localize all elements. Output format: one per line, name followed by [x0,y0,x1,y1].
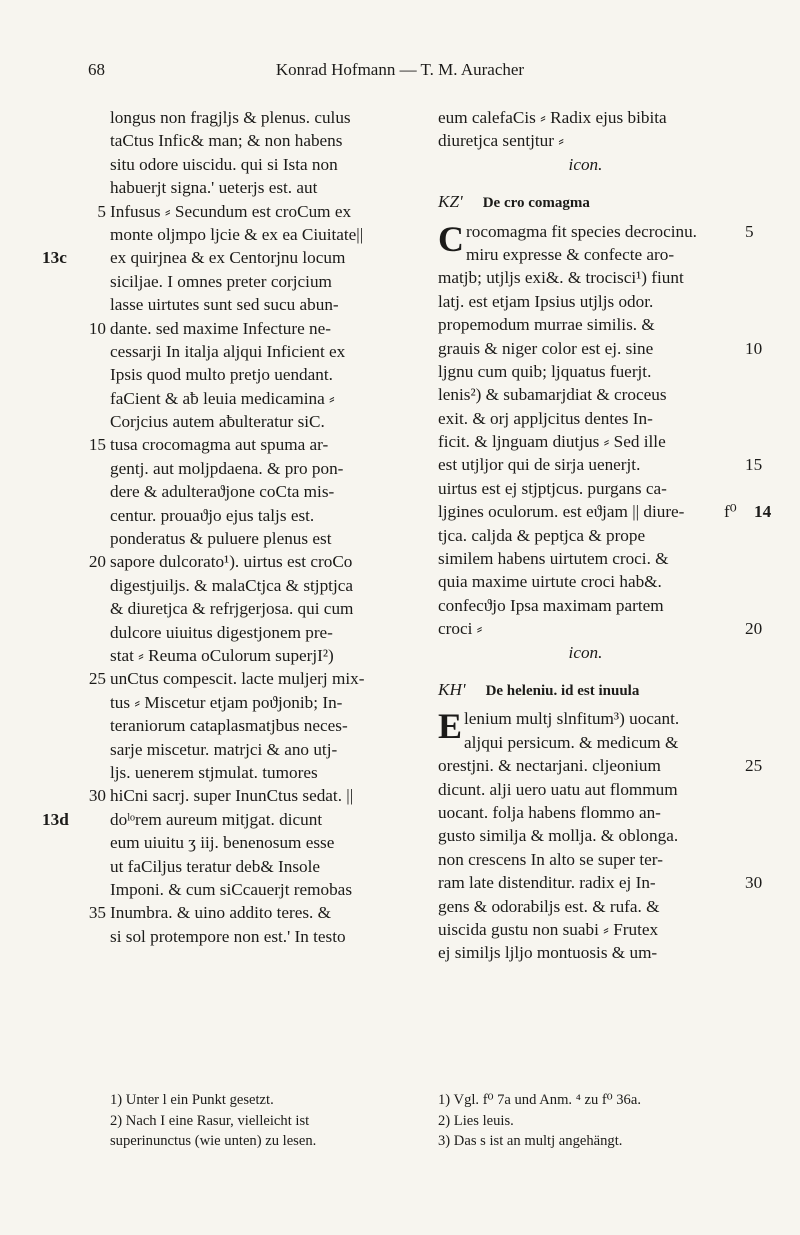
line-text: orestjni. & nectarjani. cljeonium [438,756,661,776]
text-line [438,895,733,918]
text-line [110,106,405,129]
section-heading [438,678,733,701]
section-siglum: KH' [438,679,466,699]
text-line [438,731,733,754]
text-line [110,153,405,176]
page-number: 68 [88,60,105,79]
text-line [88,784,405,807]
text-line [110,644,405,667]
text-line [88,433,405,456]
line-text: lasse uirtutes sunt sed sucu abun- [110,295,339,315]
text-line [438,290,733,313]
text-line [110,223,405,246]
line-text: ljgnu cum quib; ljquatus fuerjt. [438,361,652,381]
text-line [110,831,405,854]
text-line [110,855,405,878]
text-line [110,270,405,293]
line-text: ponderatus & puluere plenus est [110,529,332,549]
line-text: Ipsis quod multo pretjo uendant. [110,365,333,385]
line-text: tus ⸗ Miscetur etjam poϑjonib; In- [110,692,343,712]
text-line [438,313,733,336]
line-text: stat ⸗ Reuma oCulorum superjI²) [110,645,334,665]
line-text: grauis & niger color est ej. sine [438,338,654,358]
text-line [438,570,733,593]
text-line [438,617,763,640]
line-text: Corjcius autem aƀulteratur siC. [110,412,325,432]
text-line [110,340,405,363]
line-text: & diuretjca & refrjgerjosa. qui cum [110,599,354,619]
text-line [438,243,733,266]
line-text: quia maxime uirtute croci hab&. [438,572,662,592]
line-text: lenis²) & subamarjdiat & croceus [438,385,667,405]
line-number: 15 [88,435,106,455]
text-line [438,407,733,430]
text-line [97,200,405,223]
line-text: propemodum murrae similis. & [438,315,655,335]
footnote: 1) Vgl. f⁰ 7a und Anm. ⁴ zu f⁰ 36a. [438,1092,641,1108]
line-text: longus non fragjljs & plenus. culus [110,108,351,127]
line-text: non crescens In alto se super ter- [438,849,663,869]
line-text: teraniorum cataplasmatjbus neces- [110,716,348,736]
text-line [438,871,763,894]
right-column [438,106,772,965]
icon-caption: icon. [568,642,603,662]
line-text: ljs. uenerem stjmulat. tumores [110,762,318,782]
text-line [438,754,763,777]
section-title: De heleniu. id est inuula [485,682,640,699]
line-text: siciljae. I omnes preter corjcium [110,271,332,291]
section-title: De cro comagma [482,195,590,212]
line-text: croci ⸗ [438,619,483,639]
text-line [110,714,405,737]
text-line [438,500,772,523]
line-text: uirtus est ej stjptjcus. purgans ca- [438,478,667,498]
line-text: uiscida gustu non suabi ⸗ Frutex [438,919,659,939]
text-line [88,901,405,924]
line-text: taCtus Infic& man; & non habens [110,131,343,151]
line-text: si sol protempore non est.' In testo [110,926,346,946]
line-text: monte oljmpo ljcie & ex ea Ciuitate|| [110,224,364,244]
folio-marker: 13d [42,809,69,829]
line-text: eum calefaCis ⸗ Radix ejus bibita [438,108,667,127]
line-text: ficit. & ljnguam diutjus ⸗ Sed ille [438,432,666,452]
line-text: ej similjs ljljo montuosis & um- [438,943,658,963]
line-text: miru expresse & confecte aro- [466,244,675,264]
text-line [88,550,405,573]
text-line [438,337,763,360]
running-title: Konrad Hofmann — T. M. Auracher [275,60,525,79]
text-line [42,808,405,831]
text-line [110,504,405,527]
line-number: 20 [88,552,106,572]
line-text: Infusus ⸗ Secundum est croCum ex [110,201,352,221]
text-line [438,918,733,941]
line-number: 20 [745,619,763,639]
line-number: 25 [745,756,763,776]
footnotes-left [110,1090,410,1152]
line-number: 10 [745,338,763,358]
text-line [110,176,405,199]
line-text: tusa crocomagma aut spuma ar- [110,435,329,455]
line-text: uocant. folja habens flommo an- [438,802,661,822]
text-line [438,430,733,453]
spacer [438,664,733,678]
line-text: ljgines oculorum. est eϑjam || diure- [438,502,685,522]
text-line [110,293,405,316]
line-text: tjca. caljda & peptjca & prope [438,525,646,545]
line-text: digestjuiljs. & malaCtjca & stjptjca [110,575,353,595]
text-line [88,317,405,340]
footnote: 2) Lies leuis. [438,1112,514,1129]
line-text: est utjljor qui de sirja uenerjt. [438,455,641,475]
text-line [438,801,733,824]
text-line [110,878,405,901]
text-line [110,691,405,714]
text-line [110,597,405,620]
line-text: Inumbra. & uino addito teres. & [110,903,332,923]
text-line [110,457,405,480]
line-text: ut faCiljus teratur deb& Insole [110,856,321,876]
folio-prefix: f⁰ [724,502,737,522]
text-line [438,524,733,547]
text-line [438,848,733,871]
text-line [438,824,733,847]
text-line [110,363,405,386]
text-line [110,387,405,410]
text-line [438,360,733,383]
running-header [0,60,800,90]
text-line [110,480,405,503]
line-text: dulcore uiuitus digestjonem pre- [110,622,333,642]
line-text: ex quirjnea & ex Centorjnu locum [110,248,346,268]
section-siglum: KZ' [438,192,463,212]
line-text: gusto similja & mollja. & oblonga. [438,826,679,846]
icon-caption: icon. [568,154,603,174]
line-text: confecϑjo Ipsa maximam partem [438,595,664,615]
text-line [438,594,733,617]
text-line [438,477,733,500]
line-text: similem habens uirtutem croci. & [438,549,669,569]
text-line [438,106,733,129]
line-text: centur. prouaϑjo ejus talјs est. [110,505,315,525]
line-text: cessarji In italja aljqui Inficient ex [110,341,346,361]
line-text: habuerjt signa.' ueterjs est. aut [110,178,318,198]
text-line [110,738,405,761]
line-number: 15 [745,455,763,475]
line-text: gens & odorabiljs est. & rufa. & [438,896,660,916]
footnote: 1) Unter l ein Punkt gesetzt. [110,1092,274,1108]
text-line [438,129,733,152]
spacer [438,176,733,190]
line-text: sapore dulcorato¹). uirtus est croCo [110,552,353,572]
footnote: 3) Das s ist an multj angehängt. [438,1133,623,1149]
text-line [42,246,405,269]
text-line [88,667,405,690]
text-line [438,453,763,476]
line-text: sarje miscetur. matrjci & ano utj- [110,739,338,759]
folio-marker: 13c [42,248,67,268]
text-line [110,410,405,433]
drop-capital: C [438,218,464,259]
text-line [110,925,405,948]
footnote: superinunctus (wie unten) zu lesen. [110,1133,317,1149]
line-text: dante. sed maxime Infecture ne- [110,318,331,338]
line-number: 5 [745,221,754,241]
text-line [110,621,405,644]
text-line [110,574,405,597]
text-line [438,383,733,406]
folio-marker: 14 [754,502,772,522]
line-text: rocomagma fit species decrocinu. [466,221,697,241]
line-number: 10 [88,318,106,338]
line-text: dere & adulteraϑjone coCta mis- [110,482,335,502]
line-text: exit. & orj appljcitus dentes In- [438,408,653,428]
line-text: dicunt. alji uero uatu aut flommum [438,779,678,799]
line-text: hiCni sacrj. super InunCtus sedat. || [110,786,354,806]
line-number: 5 [97,201,106,221]
line-number: 35 [88,903,106,923]
text-line [438,547,733,570]
text-line [438,266,733,289]
left-column [42,106,405,948]
text-line [438,941,733,964]
line-number: 30 [88,786,106,806]
line-text: Imponi. & cum siCcauerjt remobas [110,879,353,899]
line-text: aljqui persicum. & medicum & [464,732,679,752]
line-text: latj. est etjam Ipsius utjljs odor. [438,291,654,311]
text-line [110,129,405,152]
drop-capital: E [438,706,463,747]
line-text: faCient & aƀ leuia medicamina ⸗ [110,388,335,408]
line-number: 30 [745,873,763,893]
section-heading [438,190,733,213]
footnotes-right [438,1090,738,1152]
line-text: diuretjca sentjtur ⸗ [438,131,564,151]
line-text: unCtus compescit. lacte muljerj mix- [110,669,365,689]
line-number: 25 [88,669,106,689]
line-text: lenium multj slnfitum³) uocant. [464,709,680,729]
text-line [438,778,733,801]
text-line [110,761,405,784]
line-text: ram late distenditur. radix ej In- [438,873,656,893]
footnote: 2) Nach I eine Rasur, vielleicht ist [110,1112,310,1129]
line-text: doˡᵒrem aureum mitjgat. dicunt [110,809,323,829]
line-text: eum uiuitu ʒ iij. benenosum esse [110,833,335,853]
text-line [110,527,405,550]
line-text: matjb; utjljs exi&. & trocisci¹) fiunt [438,268,684,288]
line-text: situ odore uiscidu. qui si Ista non [110,154,338,174]
line-text: gentj. aut moljpdaena. & pro pon- [110,458,344,478]
